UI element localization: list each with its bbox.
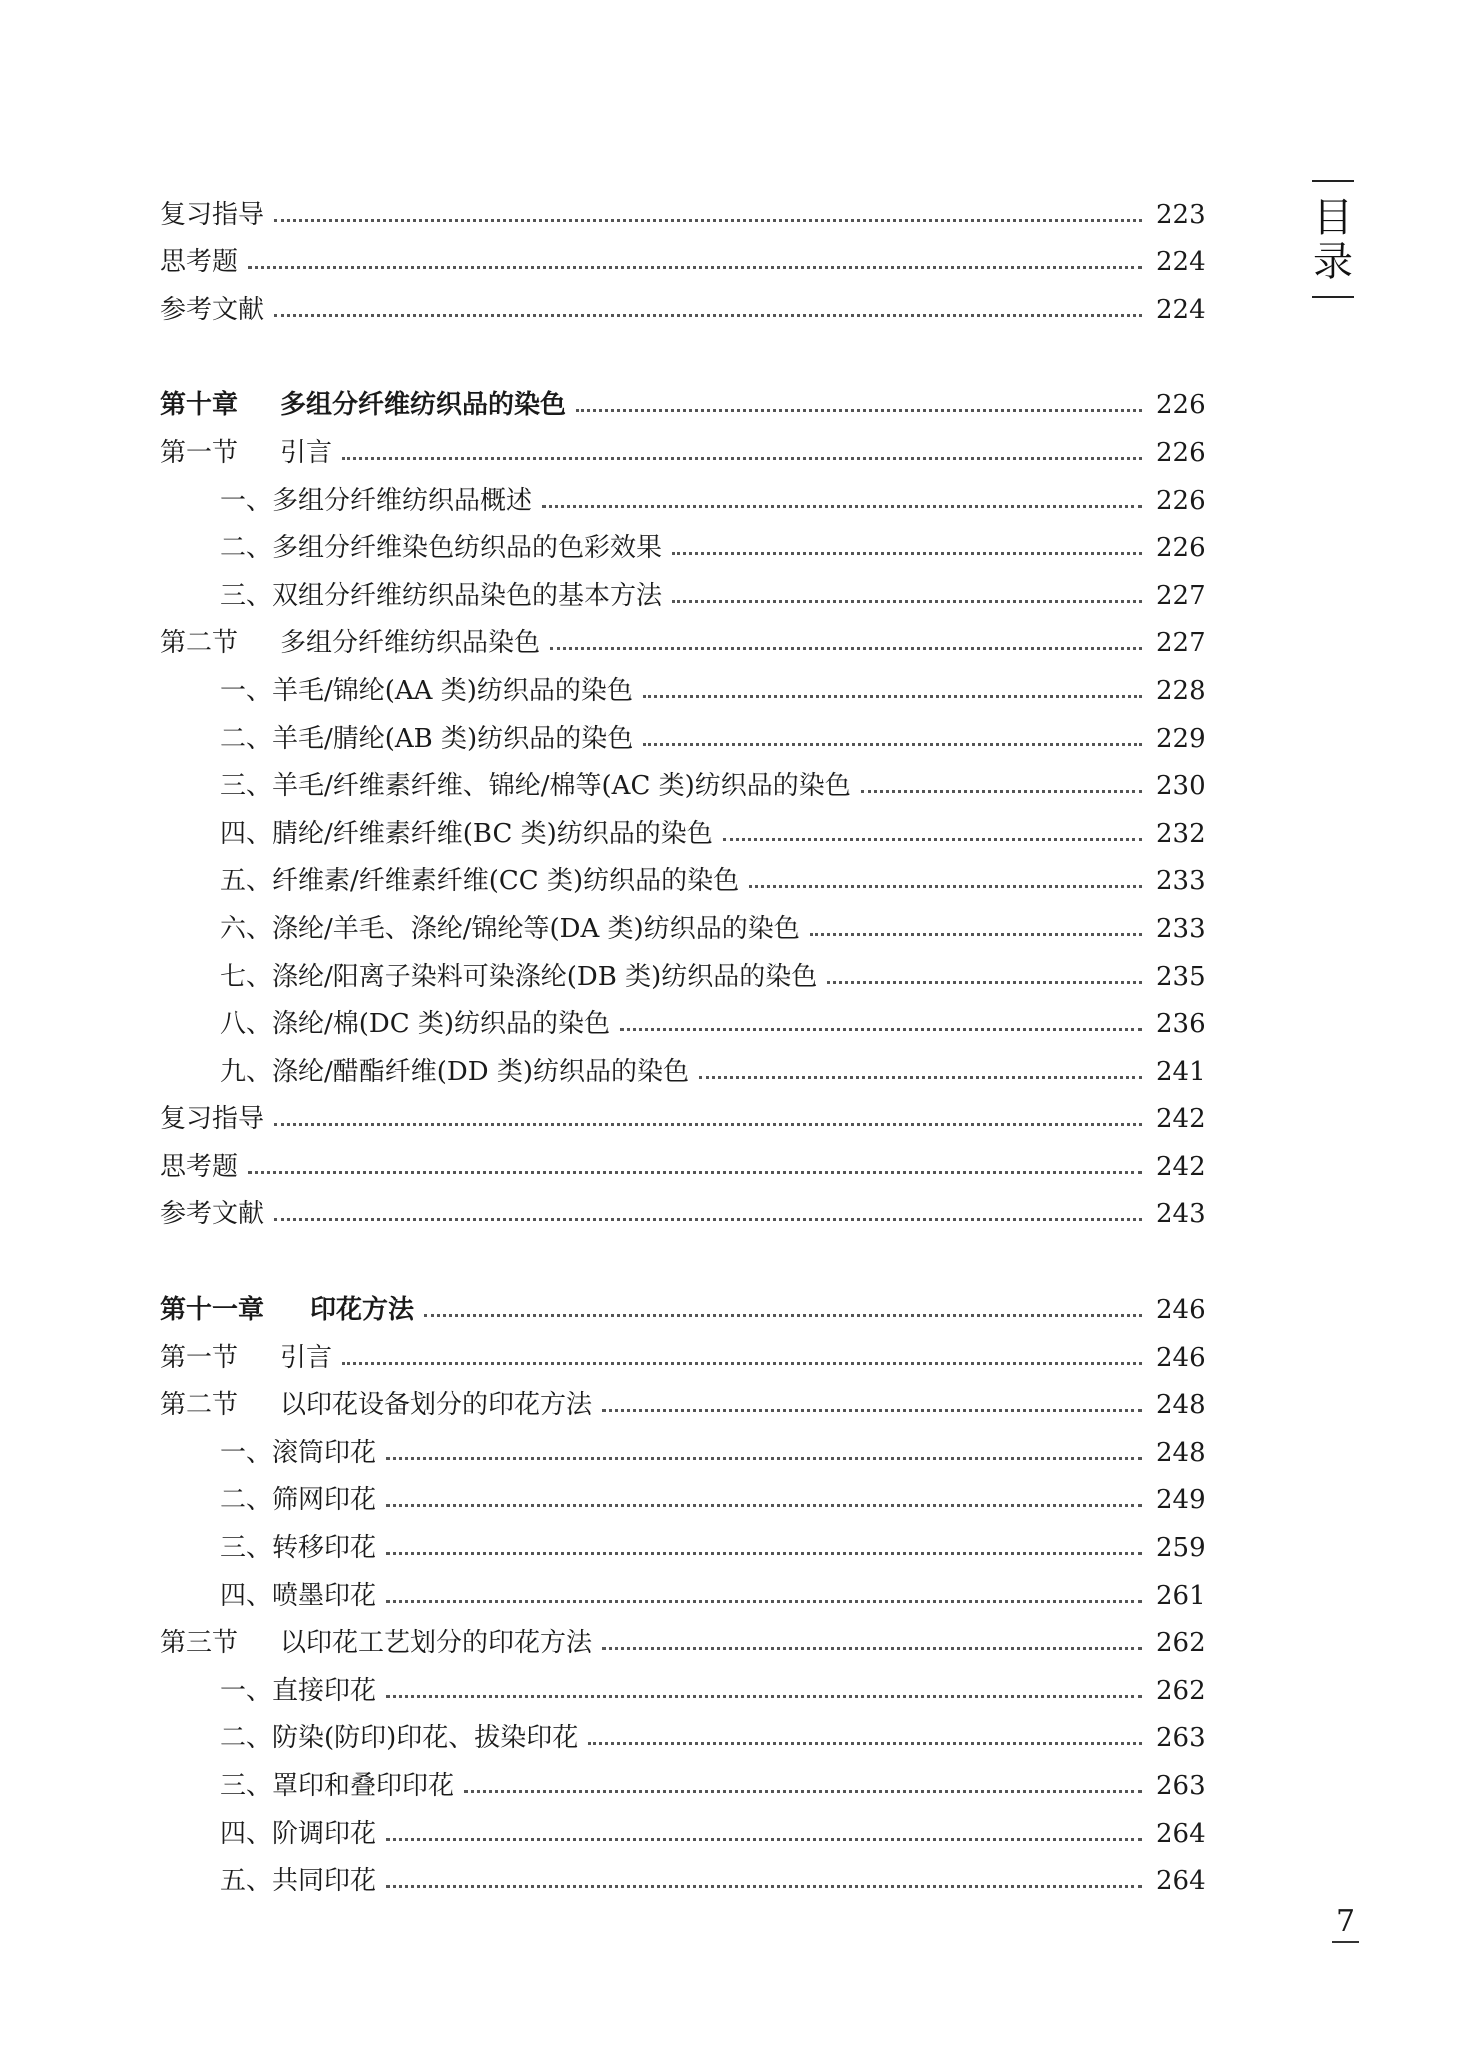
toc-entry-number: 第一节: [160, 437, 239, 468]
toc-entry-page: 224: [1156, 247, 1206, 278]
toc-item-row[interactable]: [160, 1751, 1206, 1801]
toc-entry-page: 246: [1156, 1342, 1206, 1373]
toc-entry-page: 249: [1156, 1485, 1206, 1516]
toc-item-row[interactable]: [160, 561, 1206, 611]
toc-dot-leader: [342, 457, 1142, 460]
toc-entry-title: 一、直接印花: [220, 1675, 377, 1706]
toc-entry-title: 一、羊毛/锦纶(AA 类)纺织品的染色: [220, 675, 633, 706]
toc-entry-title: 多组分纤维纺织品的染色: [280, 390, 567, 421]
toc-item-row[interactable]: [160, 942, 1206, 992]
toc-entry-page: 226: [1156, 533, 1206, 564]
toc-entry-title: 五、共同印花: [220, 1866, 377, 1897]
toc-dot-leader: [550, 647, 1142, 650]
toc-section-row[interactable]: [160, 275, 1206, 325]
toc-dot-leader: [672, 552, 1142, 555]
toc-entry-page: 230: [1156, 771, 1206, 802]
toc-entry-page: 226: [1156, 485, 1206, 516]
toc-entry-title: 四、腈纶/纤维素纤维(BC 类)纺织品的染色: [220, 818, 713, 849]
toc-entry-page: 261: [1156, 1580, 1206, 1611]
toc-dot-leader: [274, 1123, 1142, 1126]
toc-entry-title: 思考题: [160, 1151, 239, 1182]
toc-entry-page: 227: [1156, 628, 1206, 659]
toc-entry-title: 一、滚筒印花: [220, 1437, 377, 1468]
toc-dot-leader: [274, 314, 1142, 317]
toc-section-row[interactable]: [160, 1132, 1206, 1182]
toc-dot-leader: [248, 266, 1142, 269]
toc-entry-title: 四、阶调印花: [220, 1818, 377, 1849]
toc-entry-page: 263: [1156, 1723, 1206, 1754]
toc-entry-title: 二、羊毛/腈纶(AB 类)纺织品的染色: [220, 723, 634, 754]
toc-entry-page: 229: [1156, 723, 1206, 754]
toc-item-row[interactable]: [160, 514, 1206, 564]
toc-entry-title: 思考题: [160, 247, 239, 278]
toc-entry-title: 二、多组分纤维染色纺织品的色彩效果: [220, 533, 663, 564]
toc-dot-leader: [274, 219, 1142, 222]
toc-dot-leader: [386, 1885, 1142, 1888]
toc-entry-page: 236: [1156, 1009, 1206, 1040]
toc-dot-leader: [386, 1457, 1142, 1460]
toc-entry-page: 246: [1156, 1295, 1206, 1326]
toc-entry-page: 248: [1156, 1437, 1206, 1468]
toc-entry-title: 引言: [280, 437, 333, 468]
toc-entry-page: 232: [1156, 818, 1206, 849]
toc-entry-page: 228: [1156, 675, 1206, 706]
toc-entry-title: 多组分纤维纺织品染色: [280, 628, 541, 659]
toc-entry-page: 259: [1156, 1533, 1206, 1564]
toc-entry-title: 九、涤纶/醋酯纤维(DD 类)纺织品的染色: [220, 1056, 690, 1087]
toc-entry-page: 248: [1156, 1390, 1206, 1421]
toc-section-row[interactable]: [160, 609, 1206, 659]
toc-item-row[interactable]: [160, 1513, 1206, 1564]
toc-section-row[interactable]: [160, 1180, 1206, 1230]
toc-entry-title: 七、涤纶/阳离子染料可染涤纶(DB 类)纺织品的染色: [220, 961, 818, 992]
toc-item-row[interactable]: [160, 656, 1206, 706]
toc-chapter-row[interactable]: [160, 1275, 1206, 1326]
toc-dot-leader: [274, 1218, 1142, 1221]
toc-entry-title: 三、双组分纤维纺织品染色的基本方法: [220, 580, 663, 611]
toc-entry-title: 三、转移印花: [220, 1533, 377, 1564]
toc-item-row[interactable]: [160, 894, 1206, 944]
toc-entry-title: 六、涤纶/羊毛、涤纶/锦纶等(DA 类)纺织品的染色: [220, 913, 800, 944]
toc-item-row[interactable]: [160, 1037, 1206, 1087]
toc-entry-title: 三、羊毛/纤维素纤维、锦纶/棉等(AC 类)纺织品的染色: [220, 771, 851, 802]
toc-section-row[interactable]: [160, 1085, 1206, 1135]
toc-entry-number: 第十一章: [160, 1295, 265, 1326]
toc-entry-title: 印花方法: [310, 1295, 415, 1326]
toc-dot-leader: [602, 1409, 1142, 1412]
toc-dot-leader: [643, 743, 1142, 746]
toc-dot-leader: [386, 1504, 1142, 1507]
toc-dot-leader: [620, 1028, 1142, 1031]
toc-entry-title: 复习指导: [160, 1104, 265, 1135]
toc-dot-leader: [576, 409, 1142, 412]
toc-entry-page: 223: [1156, 199, 1206, 230]
toc-entry-page: 242: [1156, 1104, 1206, 1135]
toc-item-row[interactable]: [160, 990, 1206, 1040]
toc-dot-leader: [810, 933, 1142, 936]
toc-item-row[interactable]: [160, 704, 1206, 754]
toc-item-row[interactable]: [160, 847, 1206, 897]
toc-item-row[interactable]: [160, 752, 1206, 802]
toc-item-row[interactable]: [160, 1561, 1206, 1611]
toc-section-row[interactable]: [160, 228, 1206, 278]
toc-dot-leader: [342, 1362, 1142, 1365]
toc-item-row[interactable]: [160, 1799, 1206, 1849]
table-of-contents: [160, 180, 1206, 1897]
toc-dot-leader: [386, 1552, 1142, 1555]
toc-dot-leader: [699, 1076, 1142, 1079]
toc-entry-page: 264: [1156, 1818, 1206, 1849]
toc-section-row[interactable]: [160, 418, 1206, 468]
toc-entry-page: 263: [1156, 1771, 1206, 1801]
toc-entry-title: 五、纤维素/纤维素纤维(CC 类)纺织品的染色: [220, 866, 740, 897]
toc-entry-title: 四、喷墨印花: [220, 1580, 377, 1611]
toc-entry-page: 262: [1156, 1628, 1206, 1659]
toc-entry-title: 以印花工艺划分的印花方法: [280, 1628, 593, 1659]
toc-entry-title: 二、防染(防印)印花、拔染印花: [220, 1723, 579, 1754]
toc-dot-leader: [386, 1695, 1142, 1698]
side-tab-char: 目: [1313, 195, 1353, 241]
toc-dot-leader: [827, 981, 1142, 984]
toc-entry-page: 233: [1156, 913, 1206, 944]
toc-dot-leader: [464, 1790, 1142, 1793]
toc-entry-title: 参考文献: [160, 294, 265, 325]
toc-entry-title: 三、罩印和叠印印花: [220, 1771, 455, 1801]
toc-dot-leader: [386, 1838, 1142, 1841]
contents-side-tab: [1312, 180, 1354, 298]
toc-dot-leader: [248, 1171, 1142, 1174]
toc-dot-leader: [672, 600, 1142, 603]
toc-section-row[interactable]: [160, 1371, 1206, 1421]
toc-item-row[interactable]: [160, 1704, 1206, 1754]
toc-dot-leader: [386, 1600, 1142, 1603]
toc-entry-page: 224: [1156, 294, 1206, 325]
toc-dot-leader: [643, 695, 1142, 698]
toc-dot-leader: [749, 885, 1142, 888]
toc-entry-title: 八、涤纶/棉(DC 类)纺织品的染色: [220, 1009, 611, 1040]
toc-section-row[interactable]: [160, 180, 1206, 230]
toc-entry-number: 第二节: [160, 1390, 239, 1421]
toc-entry-title: 一、多组分纤维纺织品概述: [220, 485, 533, 516]
toc-entry-page: 233: [1156, 866, 1206, 897]
toc-item-row[interactable]: [160, 799, 1206, 849]
toc-entry-page: 227: [1156, 580, 1206, 611]
toc-entry-title: 复习指导: [160, 199, 265, 230]
toc-section-row[interactable]: [160, 1609, 1206, 1659]
toc-entry-page: 226: [1156, 437, 1206, 468]
toc-item-row[interactable]: [160, 1847, 1206, 1897]
toc-dot-leader: [861, 790, 1142, 793]
toc-dot-leader: [602, 1647, 1142, 1650]
toc-entry-page: 242: [1156, 1151, 1206, 1182]
toc-entry-title: 二、筛网印花: [220, 1485, 377, 1516]
toc-item-row[interactable]: [160, 1656, 1206, 1706]
toc-item-row[interactable]: [160, 466, 1206, 516]
toc-chapter-row[interactable]: [160, 371, 1206, 421]
toc-entry-title: 引言: [280, 1342, 333, 1373]
toc-entry-page: 243: [1156, 1199, 1206, 1230]
toc-dot-leader: [723, 838, 1142, 841]
toc-entry-page: 235: [1156, 961, 1206, 992]
side-tab-char: 录: [1313, 239, 1353, 285]
page-number: 7: [1332, 1904, 1359, 1943]
toc-dot-leader: [542, 505, 1142, 508]
toc-section-row[interactable]: [160, 1323, 1206, 1373]
toc-item-row[interactable]: [160, 1418, 1206, 1468]
toc-entry-number: 第一节: [160, 1342, 239, 1373]
toc-entry-page: 241: [1156, 1056, 1206, 1087]
toc-entry-page: 264: [1156, 1866, 1206, 1897]
toc-dot-leader: [588, 1742, 1142, 1745]
toc-item-row[interactable]: [160, 1466, 1206, 1516]
toc-entry-title: 参考文献: [160, 1199, 265, 1230]
toc-entry-number: 第十章: [160, 390, 239, 421]
toc-entry-page: 262: [1156, 1675, 1206, 1706]
toc-dot-leader: [424, 1314, 1142, 1317]
toc-entry-page: 226: [1156, 390, 1206, 421]
toc-entry-number: 第三节: [160, 1628, 239, 1659]
toc-entry-title: 以印花设备划分的印花方法: [280, 1390, 593, 1421]
toc-entry-number: 第二节: [160, 628, 239, 659]
